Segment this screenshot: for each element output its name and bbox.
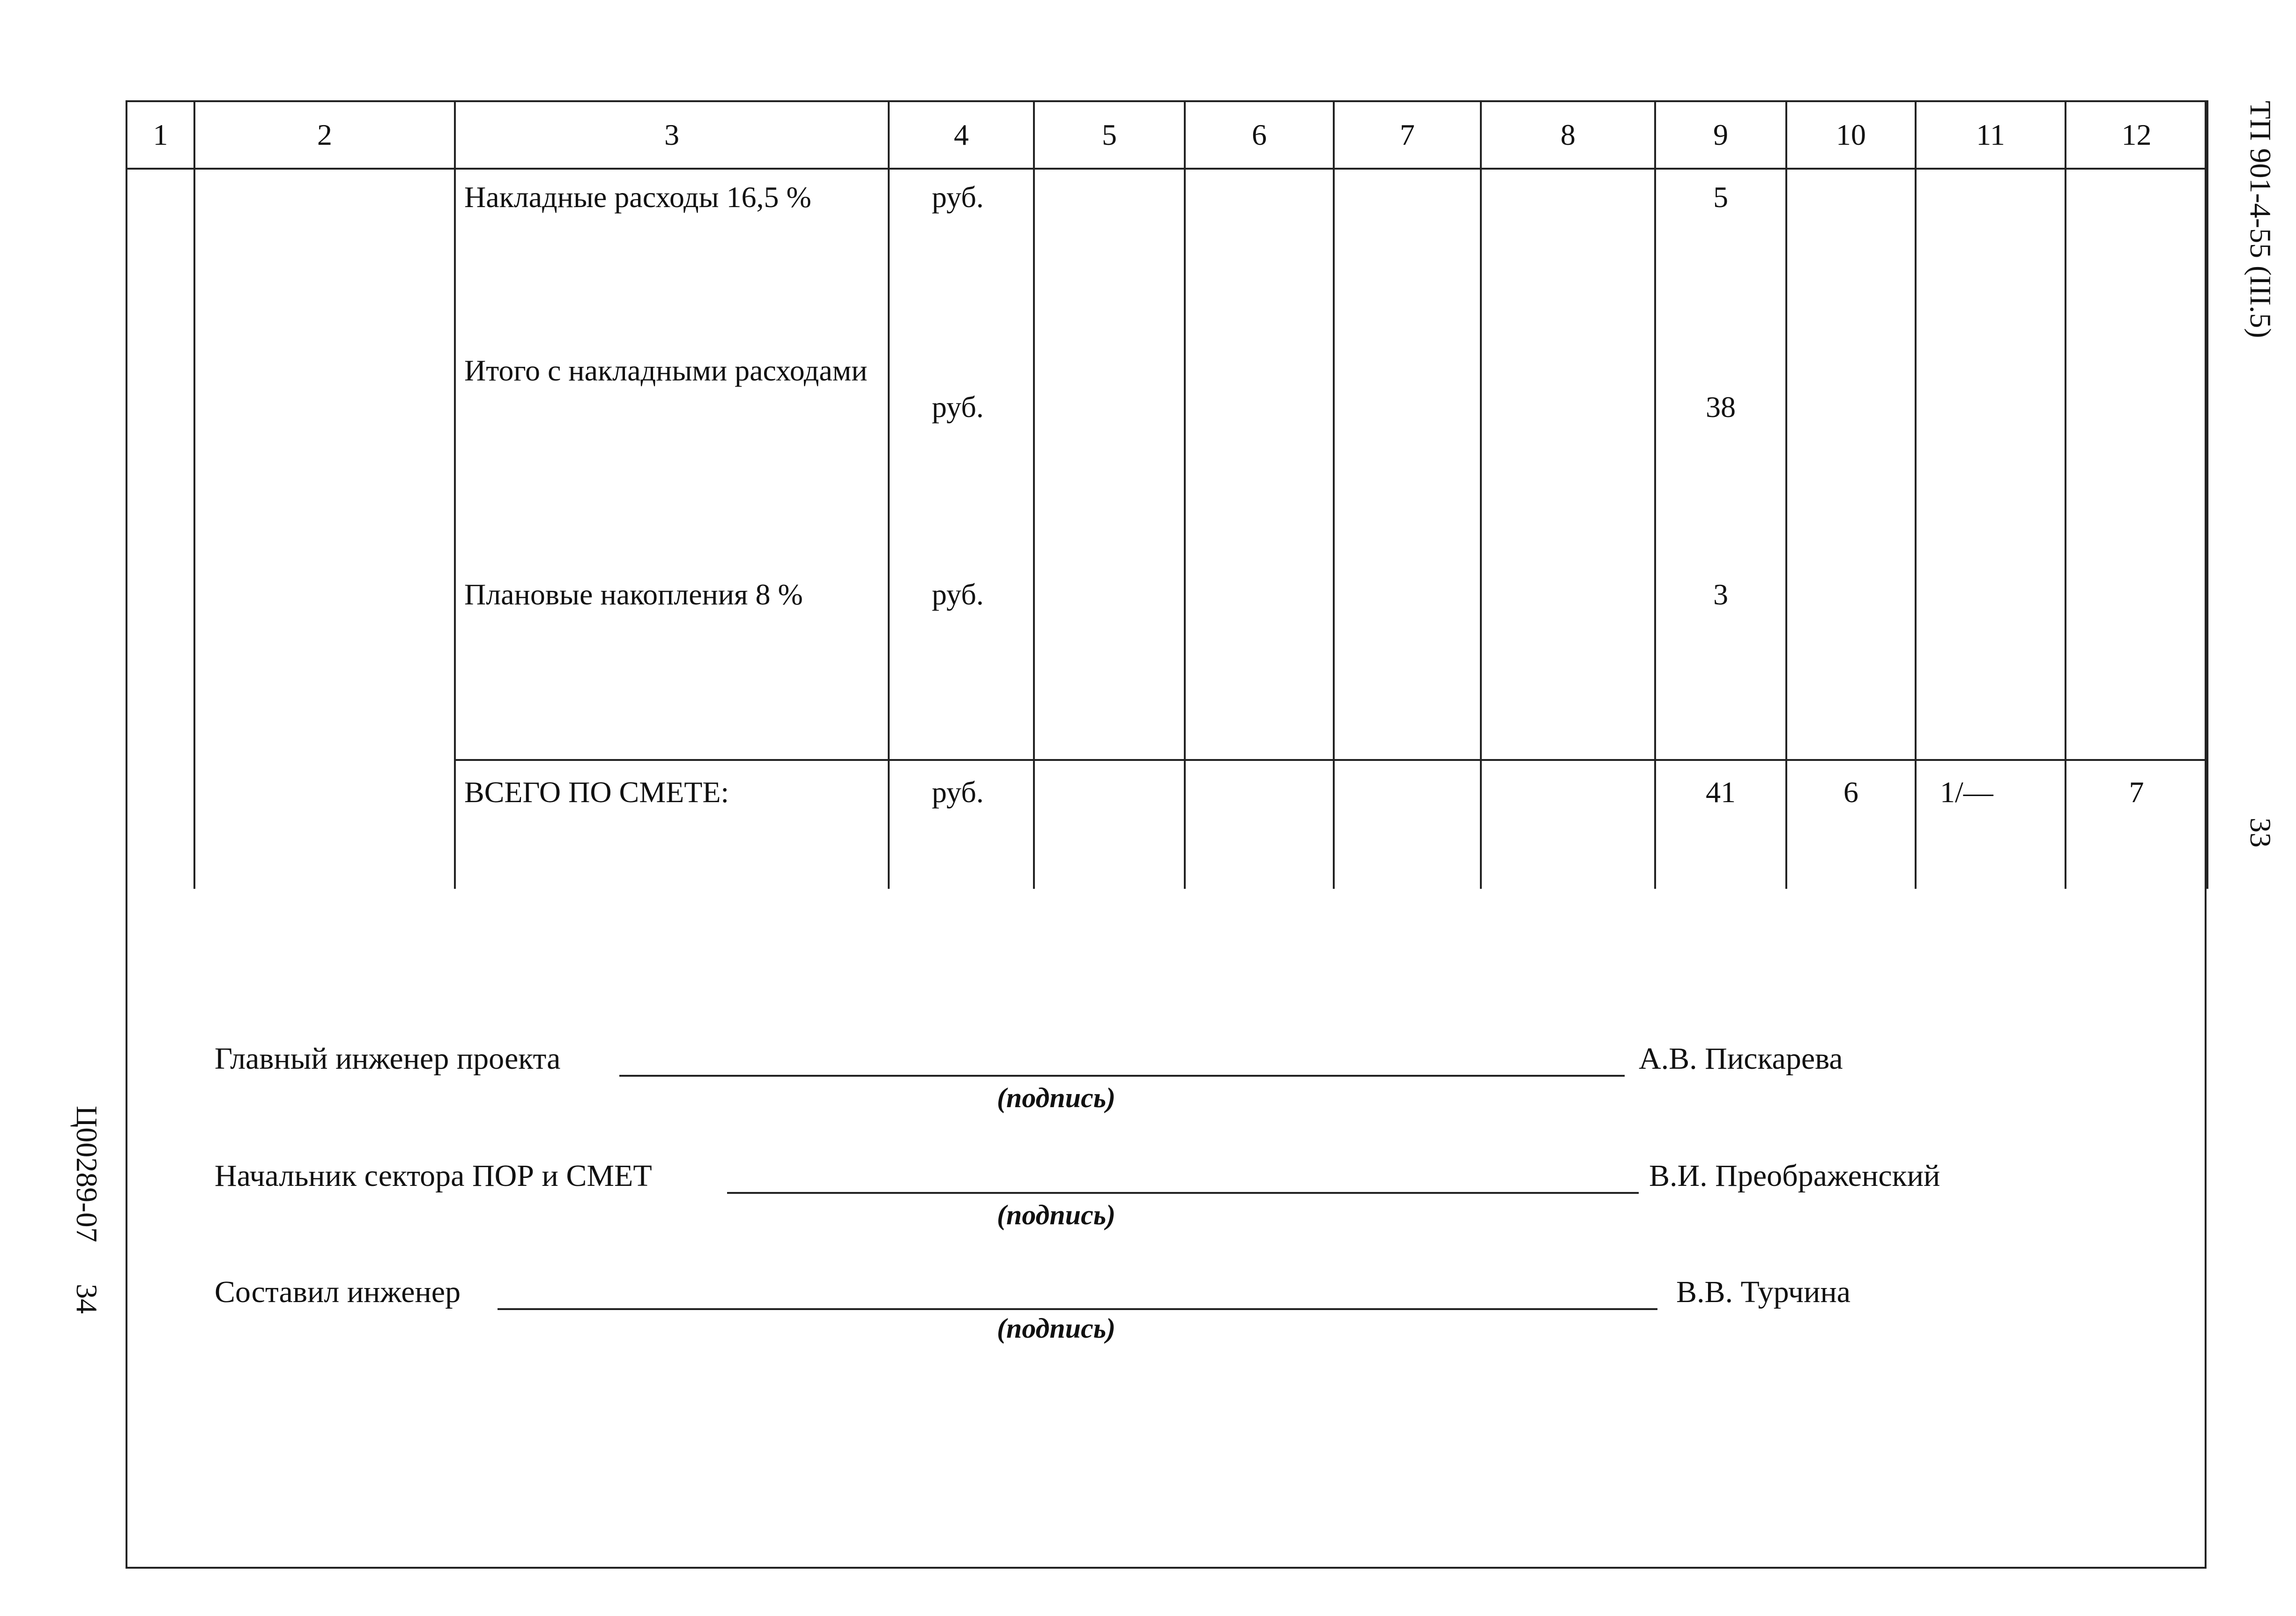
signature-line xyxy=(727,1192,1639,1194)
signature-role: Составил инженер xyxy=(215,1275,461,1309)
column-number-header xyxy=(126,101,2207,169)
column-number: 4 xyxy=(889,101,1034,169)
page-number-left: 34 xyxy=(70,1284,104,1314)
column-number: 10 xyxy=(1786,101,1916,169)
signature-caption: (подпись) xyxy=(997,1082,1116,1113)
signature-caption: (подпись) xyxy=(997,1313,1116,1344)
column-number: 11 xyxy=(1916,101,2066,169)
column-number: 3 xyxy=(455,101,889,169)
total-col12: 7 xyxy=(2066,760,2207,889)
estimate-table xyxy=(126,100,2208,889)
column-number: 7 xyxy=(1334,101,1481,169)
total-col10: 6 xyxy=(1786,760,1916,889)
row-description: Итого с накладными расходами xyxy=(455,352,889,572)
table-row xyxy=(126,169,2207,352)
signature-name: В.И. Преображенский xyxy=(1649,1159,1940,1193)
column-number: 1 xyxy=(126,101,194,169)
column-number: 9 xyxy=(1655,101,1786,169)
row-unit: руб. xyxy=(889,352,1034,572)
signature-name: В.В. Турчина xyxy=(1676,1275,1851,1309)
page-number-right: 33 xyxy=(2244,818,2277,848)
signature-caption: (подпись) xyxy=(997,1199,1116,1230)
column-number: 8 xyxy=(1481,101,1655,169)
table-row xyxy=(126,352,2207,572)
total-col11: 1/— xyxy=(1916,760,2066,889)
row-unit: руб. xyxy=(889,572,1034,760)
total-row xyxy=(126,760,2207,889)
total-unit: руб. xyxy=(889,760,1034,889)
archive-code: Ц00289-07 xyxy=(70,1106,104,1243)
signature-name: А.В. Пискарева xyxy=(1639,1042,1843,1076)
column-number: 5 xyxy=(1034,101,1185,169)
column-number: 6 xyxy=(1185,101,1334,169)
row-unit: руб. xyxy=(889,169,1034,352)
row-value-col9: 38 xyxy=(1655,352,1786,572)
row-value-col9: 5 xyxy=(1655,169,1786,352)
row-description: Плановые накопления 8 % xyxy=(455,572,889,760)
signature-line xyxy=(498,1308,1657,1310)
total-label: ВСЕГО ПО СМЕТЕ: xyxy=(455,760,889,889)
signature-role: Начальник сектора ПОР и СМЕТ xyxy=(215,1159,652,1193)
signature-role: Главный инженер проекта xyxy=(215,1042,561,1076)
column-number: 2 xyxy=(194,101,455,169)
row-description: Накладные расходы 16,5 % xyxy=(455,169,889,352)
row-value-col9: 3 xyxy=(1655,572,1786,760)
total-col9: 41 xyxy=(1655,760,1786,889)
document-code: ТП 901-4-55 (III.5) xyxy=(2244,101,2277,338)
column-number: 12 xyxy=(2066,101,2207,169)
table-row xyxy=(126,572,2207,760)
signature-line xyxy=(619,1075,1625,1077)
